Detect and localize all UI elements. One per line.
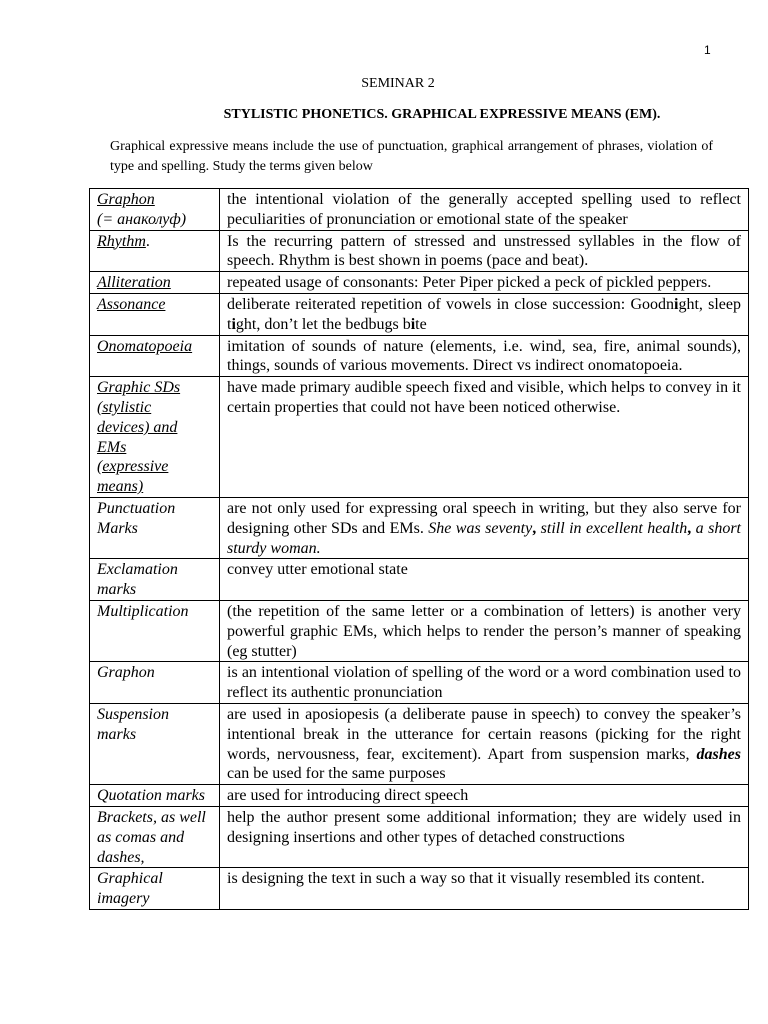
definition-cell: are used for introducing direct speech	[220, 785, 749, 807]
example-text: a short sturdy woman.	[227, 519, 741, 557]
bold-comma: ,	[687, 519, 692, 537]
example-text: She was seventy	[428, 519, 533, 537]
example-text: still in excellent health	[536, 519, 688, 537]
term-graphon: Graphon	[97, 191, 155, 208]
term-cell	[90, 293, 220, 335]
term-line: devices) and	[97, 418, 178, 436]
term-cell: Suspension marks	[90, 703, 220, 784]
table-row	[90, 230, 749, 272]
term-alliteration: Alliteration	[97, 274, 171, 292]
term-cell: Exclamation marks	[90, 559, 220, 601]
def-text: ght, don’t let the bedbugs b	[235, 315, 411, 333]
term-line: (expressive	[97, 458, 169, 476]
table-row	[90, 600, 749, 661]
definition-cell: Is the recurring pattern of stressed and unstressed syllables in the flow of speech. Rhythm is best shown in poems (pace and beat).	[220, 230, 749, 272]
definition-cell: convey utter emotional state	[220, 559, 749, 601]
term-line: EMs	[97, 438, 127, 456]
term-cell	[90, 377, 220, 498]
table-row	[90, 662, 749, 704]
table-row	[90, 559, 749, 601]
bold-vowel: i	[674, 295, 679, 313]
definition-cell: repeated usage of consonants: Peter Piper picked a peck of pickled peppers.	[220, 272, 749, 294]
table-row	[90, 806, 749, 867]
term-line: (stylistic	[97, 398, 152, 416]
page-title: STYLISTIC PHONETICS. GRAPHICAL EXPRESSIVE MEANS (EM).	[223, 107, 661, 122]
term-cell: Brackets, as well as comas and dashes,	[90, 806, 220, 867]
definition-cell	[220, 293, 749, 335]
definition-cell: the intentional violation of the generally accepted spelling used to reflect peculiarities of pronunciation or emotional state of the speaker	[220, 189, 749, 231]
definition-cell: (the repetition of the same letter or a combination of letters) is another very powerful graphic EMs, which helps to render the person’s manner of speaking (eg stutter)	[220, 600, 749, 661]
def-text: can be used for the same purposes	[227, 765, 446, 783]
table-row	[90, 868, 749, 910]
term-onomatopoeia: Onomatopoeia	[97, 337, 193, 355]
term-line: Graphic SDs	[97, 379, 181, 397]
bold-vowel: i	[231, 315, 236, 333]
term-cell	[90, 189, 220, 231]
definition-cell: imitation of sounds of nature (elements, i.e. wind, sea, fire, animal sounds), things, sounds of various movements. Direct vs indirect onomatopoeia.	[220, 335, 749, 377]
table-row	[90, 497, 749, 558]
def-text: deliberate reiterated repetition of vowels in close succession: Goodn	[227, 295, 674, 313]
term-suffix: .	[145, 232, 150, 250]
term-line: means)	[97, 478, 144, 496]
def-text: ght, sleep t	[227, 295, 741, 333]
definition-cell: have made primary audible speech fixed and visible, which helps to convey in it certain properties that could not have been noticed otherwise.	[220, 377, 749, 498]
table-row	[90, 377, 749, 498]
table-row	[90, 703, 749, 784]
term-assonance: Assonance	[97, 295, 166, 313]
term-cell: Punctuation Marks	[90, 497, 220, 558]
terms-table	[89, 188, 749, 910]
page-number: 1	[704, 43, 711, 57]
table-row	[90, 785, 749, 807]
def-text: are used in aposiopesis (a deliberate pause in speech) to convey the speaker’s intentional break in the utterance for certain reasons (picking for the right words, nervousness, fear, excitement). Apart from suspension marks,	[227, 705, 741, 763]
def-text: te	[415, 315, 427, 333]
definition-cell	[220, 497, 749, 558]
term-cell: Graphon	[90, 662, 220, 704]
term-cell	[90, 230, 220, 272]
term-note: (= анаколуф)	[97, 210, 187, 228]
term-cell: Graphical imagery	[90, 868, 220, 910]
bold-comma: ,	[532, 519, 537, 537]
table-row	[90, 335, 749, 377]
definition-cell: is an intentional violation of spelling of the word or a word combination used to reflect its authentic pronunciation	[220, 662, 749, 704]
term-cell	[90, 272, 220, 294]
definition-cell: help the author present some additional information; they are widely used in designing insertions and other types of detached constructions	[220, 806, 749, 867]
emphasis-text: dashes	[696, 745, 741, 763]
bold-vowel: i	[410, 315, 416, 333]
table-row	[90, 189, 749, 231]
term-rhythm: Rhythm	[97, 232, 146, 250]
term-cell	[90, 335, 220, 377]
def-text: are not only used for expressing oral speech in writing, but they also serve for designing other SDs and EMs.	[227, 499, 741, 537]
definition-cell	[220, 703, 749, 784]
definition-cell: is designing the text in such a way so that it visually resembled its content.	[220, 868, 749, 910]
term-cell: Multiplication	[90, 600, 220, 661]
intro-paragraph: Graphical expressive means include the use of punctuation, graphical arrangement of phrases, violation of type and spelling. Study the terms given below	[110, 139, 713, 174]
table-row	[90, 293, 749, 335]
table-row	[90, 272, 749, 294]
seminar-heading: SEMINAR 2	[361, 76, 435, 91]
term-cell: Quotation marks	[90, 785, 220, 807]
